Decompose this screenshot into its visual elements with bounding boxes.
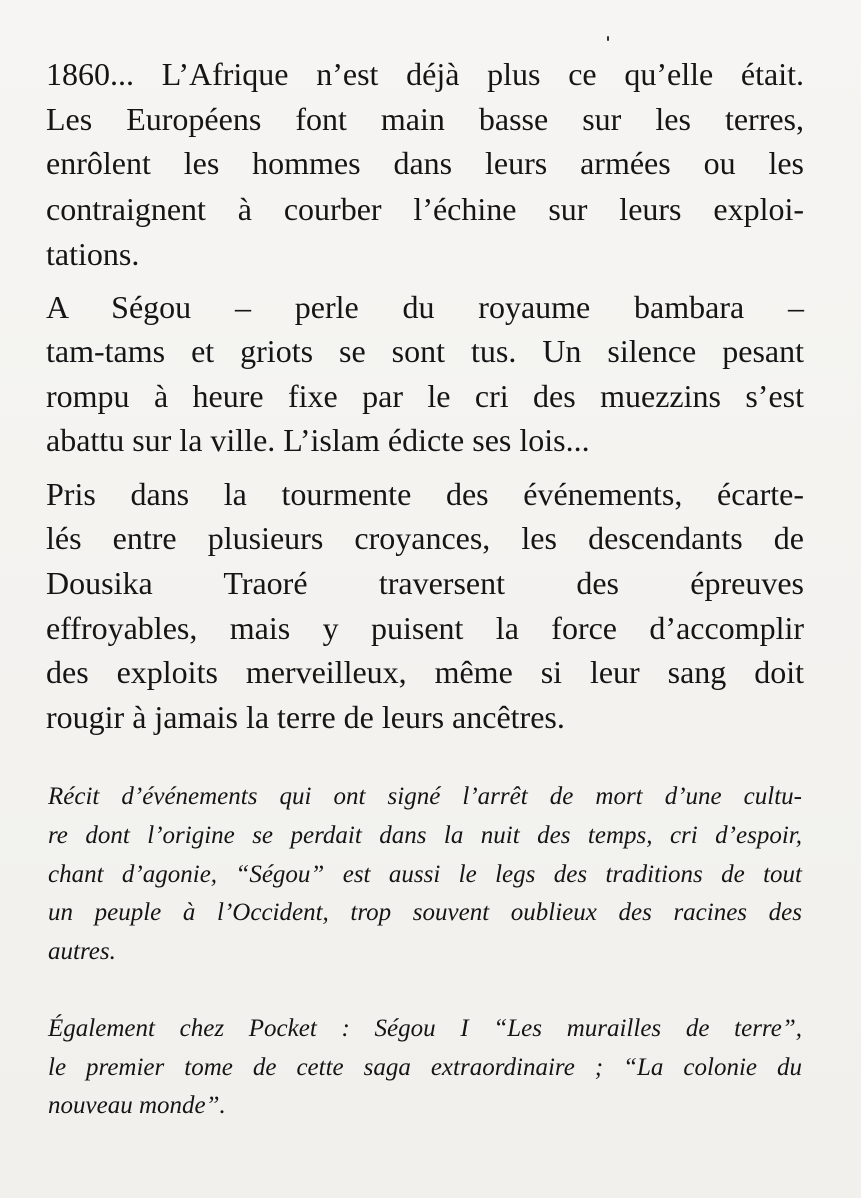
summary-line: chant d’agonie, “Ségou” est aussi le legs des traditions de tout bbox=[48, 861, 802, 888]
blurb-line: tam-tams et griots se sont tus. Un silence pesant bbox=[46, 333, 804, 369]
summary-line: un peuple à l’Occident, trop souvent oublieux des racines des bbox=[48, 899, 802, 926]
blurb-line: contraignent à courber l’échine sur leurs exploi- bbox=[46, 191, 804, 227]
blurb-line: A Ségou – perle du royaume bambara – bbox=[46, 289, 804, 325]
blurb-line: rompu à heure fixe par le cri des muezzins s’est bbox=[46, 378, 804, 414]
also-available-line: nouveau monde”. bbox=[48, 1092, 226, 1119]
blurb-line: 1860... L’Afrique n’est déjà plus ce qu’elle était. bbox=[46, 56, 804, 92]
also-available-line: le premier tome de cette saga extraordinaire ; “La colonie du bbox=[48, 1054, 802, 1081]
blurb-line: Les Européens font main basse sur les terres, bbox=[46, 101, 804, 137]
blurb-line: Pris dans la tourmente des événements, écarte- bbox=[46, 476, 804, 512]
blurb-line: tations. bbox=[46, 236, 140, 272]
blurb-line: Dousika Traoré traversent des épreuves bbox=[46, 565, 804, 601]
blurb-line: lés entre plusieurs croyances, les descendants de bbox=[46, 520, 804, 556]
scan-speck bbox=[607, 36, 609, 41]
blurb-line: rougir à jamais la terre de leurs ancêtres. bbox=[46, 699, 565, 735]
blurb-line: des exploits merveilleux, même si leur sang doit bbox=[46, 654, 804, 690]
blurb-line: abattu sur la ville. L’islam édicte ses lois... bbox=[46, 422, 590, 458]
blurb-line: enrôlent les hommes dans leurs armées ou les bbox=[46, 145, 804, 181]
summary-line: re dont l’origine se perdait dans la nuit des temps, cri d’espoir, bbox=[48, 822, 802, 849]
summary-line: autres. bbox=[48, 938, 116, 965]
blurb-line: effroyables, mais y puisent la force d’accomplir bbox=[46, 610, 804, 646]
summary-line: Récit d’événements qui ont signé l’arrêt de mort d’une cultu- bbox=[48, 783, 802, 810]
also-available-line: Également chez Pocket : Ségou I “Les murailles de terre”, bbox=[48, 1015, 802, 1042]
